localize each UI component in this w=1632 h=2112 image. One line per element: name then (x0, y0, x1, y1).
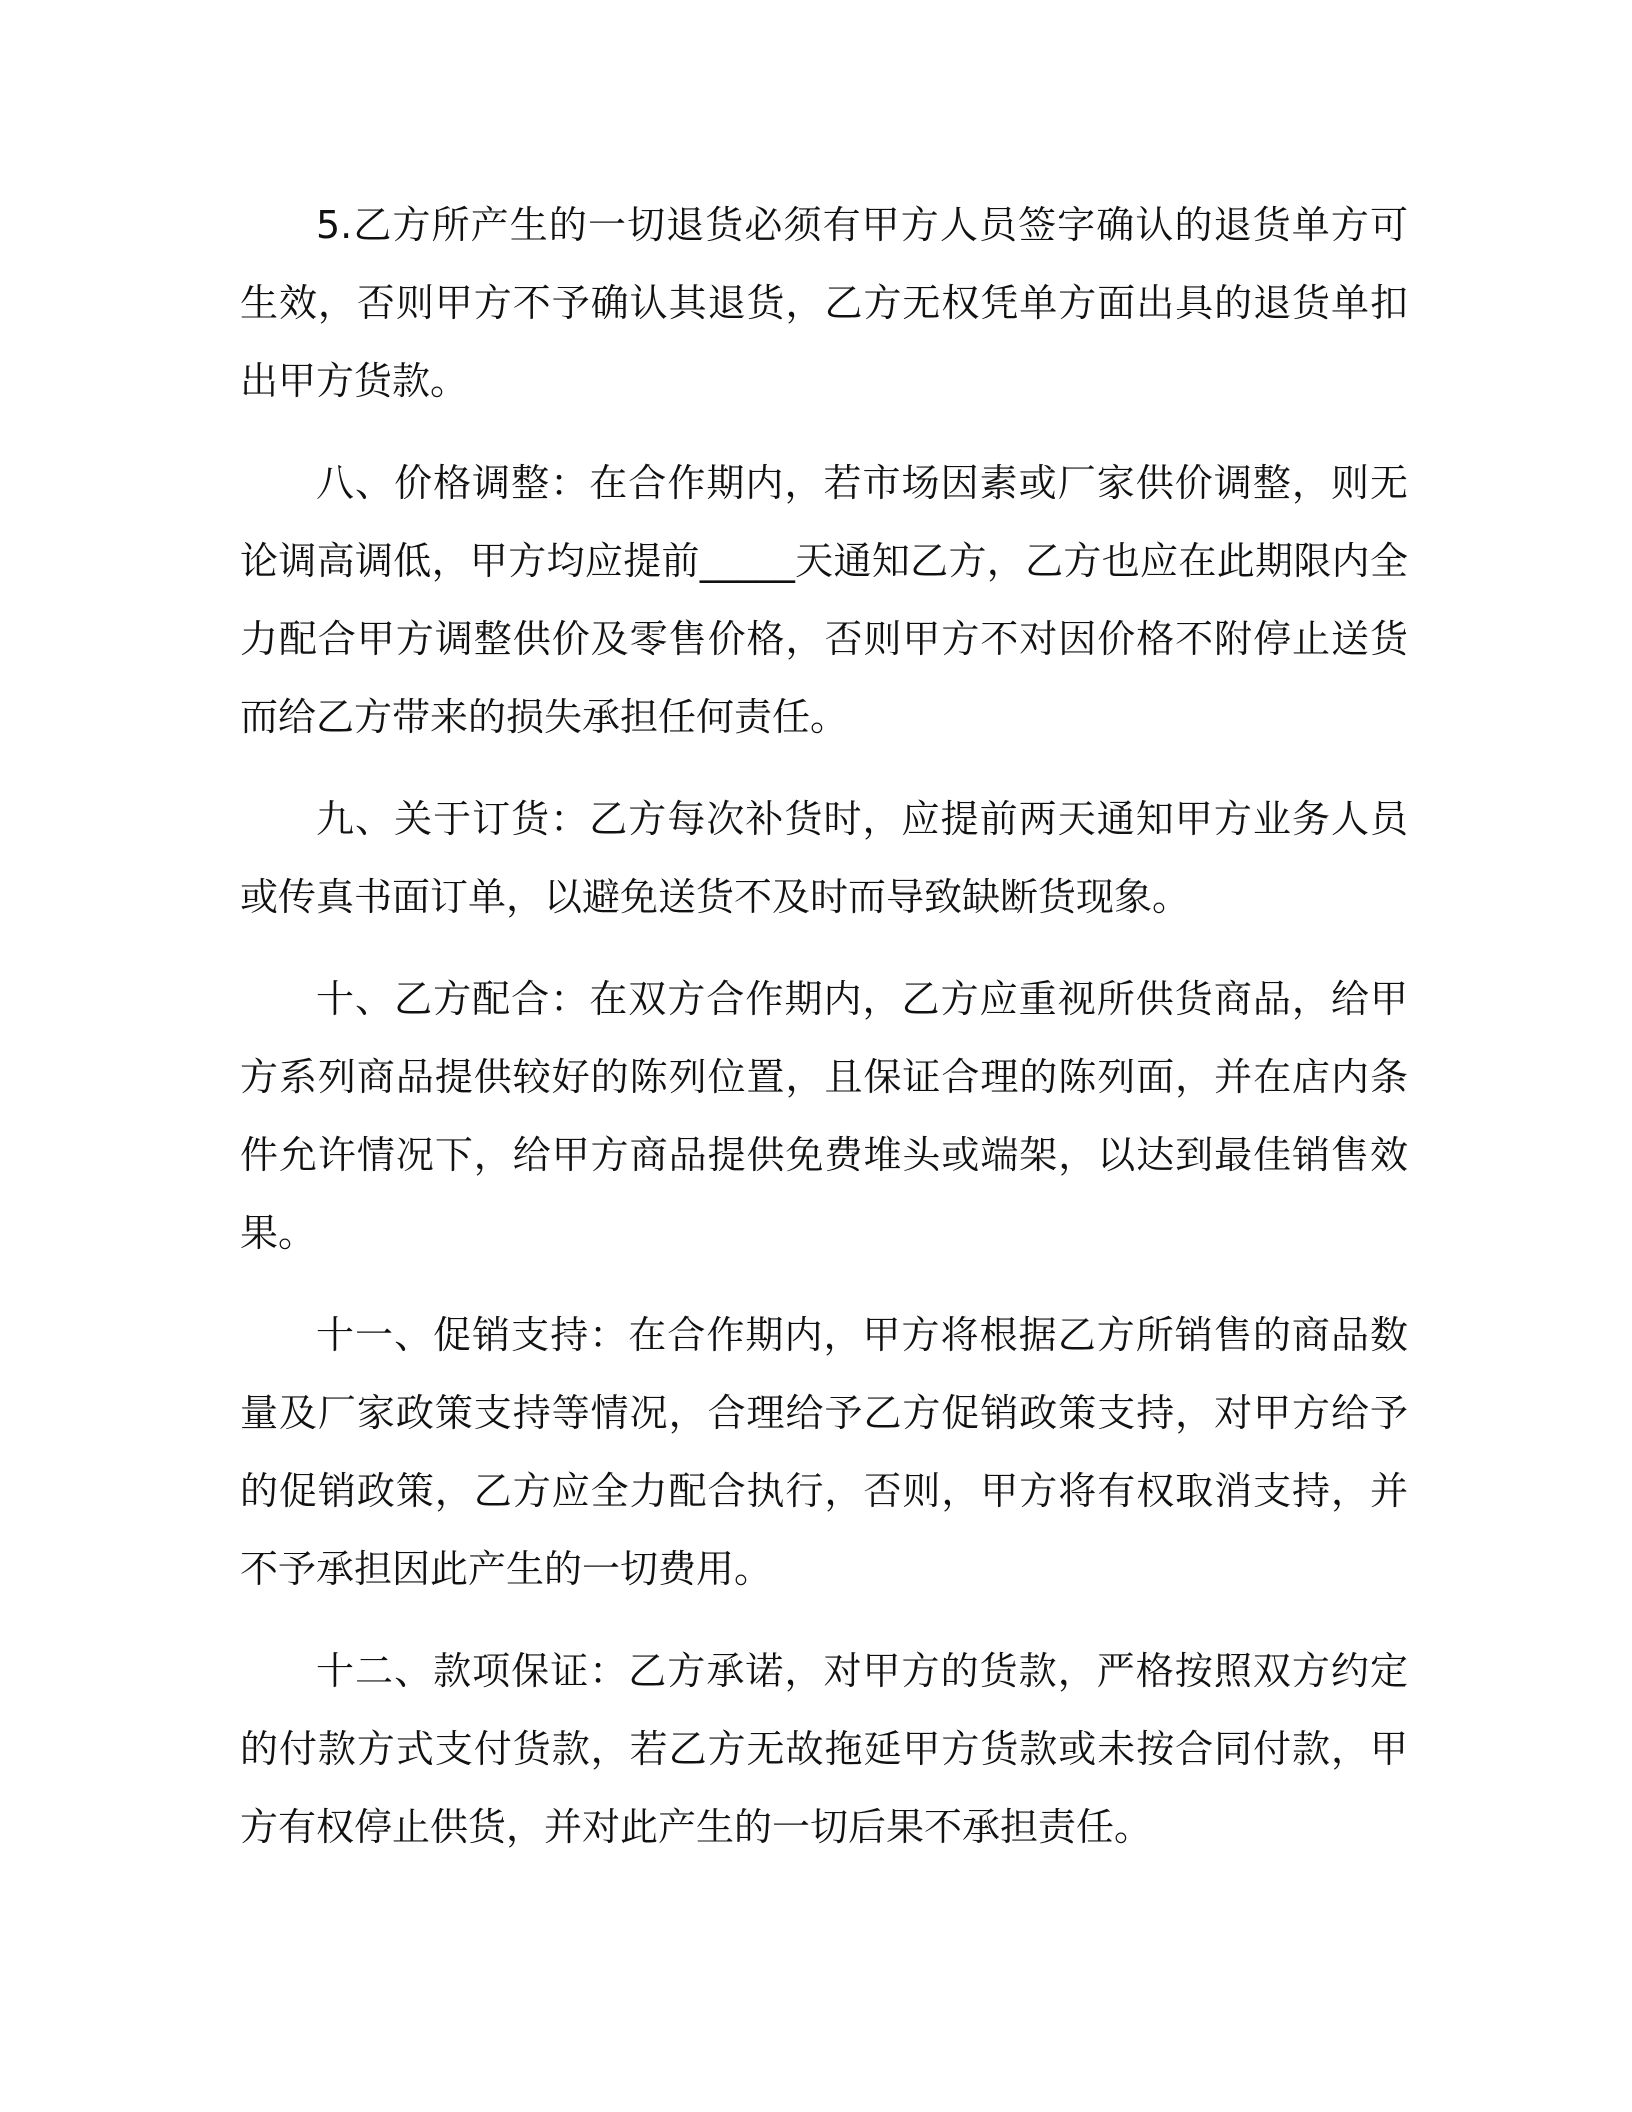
paragraph-ordering: 九、关于订货：乙方每次补货时，应提前两天通知甲方业务人员或传真书面订单，以避免送货不及时而导致缺断货现象。 (240, 797, 1408, 919)
paragraph-return-goods: 5.乙方所产生的一切退货必须有甲方人员签字确认的退货单方可生效，否则甲方不予确认其退货，乙方无权凭单方面出具的退货单扣出甲方货款。 (240, 203, 1408, 403)
document-body (240, 186, 1408, 1890)
paragraph-price-adjustment: 八、价格调整：在合作期内，若市场因素或厂家供价调整，则无论调高调低，甲方均应提前_____天通知乙方，乙方也应在此期限内全力配合甲方调整供价及零售价格，否则甲方不对因价格不附停止送货而给乙方带来的损失承担任何责任。 (240, 461, 1408, 739)
paragraph-cooperation: 十、乙方配合：在双方合作期内，乙方应重视所供货商品，给甲方系列商品提供较好的陈列位置，且保证合理的陈列面，并在店内条件允许情况下，给甲方商品提供免费堆头或端架，以达到最佳销售效果。 (240, 977, 1408, 1255)
paragraph-promotion-support: 十一、促销支持：在合作期内，甲方将根据乙方所销售的商品数量及厂家政策支持等情况，合理给予乙方促销政策支持，对甲方给予的促销政策，乙方应全力配合执行，否则，甲方将有权取消支持，并不予承担因此产生的一切费用。 (240, 1313, 1408, 1591)
paragraph-payment-guarantee: 十二、款项保证：乙方承诺，对甲方的货款，严格按照双方约定的付款方式支付货款，若乙方无故拖延甲方货款或未按合同付款，甲方有权停止供货，并对此产生的一切后果不承担责任。 (240, 1649, 1408, 1849)
